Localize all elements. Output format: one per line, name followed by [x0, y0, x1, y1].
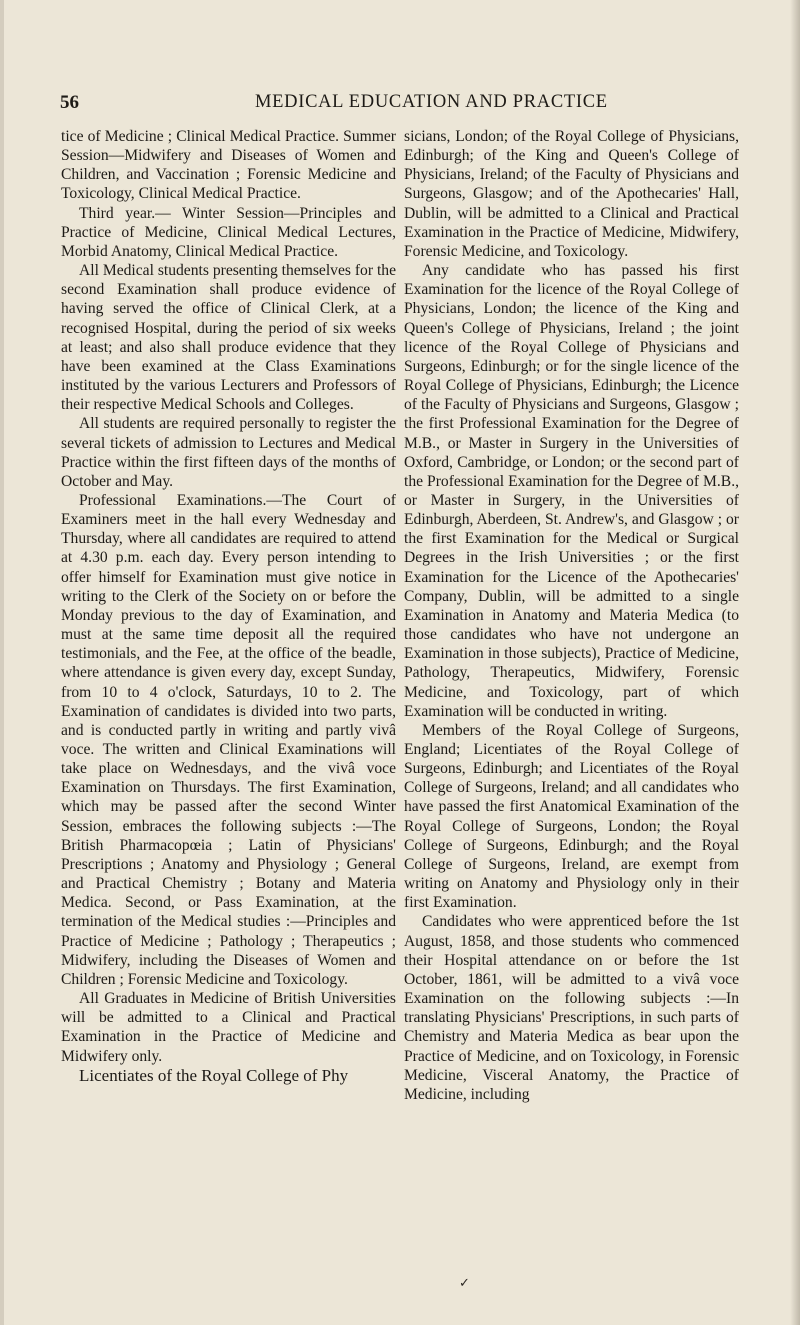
footer-mark: ✓	[459, 1276, 470, 1291]
paragraph: Licentiates of the Royal College of Phy	[79, 1065, 349, 1085]
page-right-edge	[790, 0, 800, 1325]
paragraph: All students are required personally to register the several tickets of admission to Lectures and Medical Practice within the first fifteen days of the months of October and May.	[61, 415, 396, 490]
left-column	[61, 127, 396, 1085]
paragraph: Candidates who were apprenticed before the 1st August, 1858, and those students who commenced their Hospital attendance on or before the 1st October, 1861, will be admitted to a vivâ voce Examination on the following subjects :—In translating Physicians' Prescriptions, in such parts of Chemistry and Materia Medica as bear upon the Practice of Medicine, and on Toxicology, in Forensic Medicine, Visceral Anatomy, the Practice of Medicine, including	[404, 913, 739, 1103]
paragraph: Third year.— Winter Session—Principles and Practice of Medicine, Clinical Medical Lectures, Morbid Anatomy, Clinical Medical Practice.	[61, 204, 396, 260]
page-header	[60, 92, 730, 116]
paragraph: tice of Medicine ; Clinical Medical Practice. Summer Session—Midwifery and Diseases of Women and Children, and Vaccination ; Forensic Medicine and Toxicology, Clinical Medical Practice.	[61, 128, 396, 203]
paragraph: All Graduates in Medicine of British Universities will be admitted to a Clinical and Practical Examination in the Practice of Medicine and Midwifery only.	[61, 990, 396, 1065]
paragraph: Professional Examinations.—The Court of Examiners meet in the hall every Wednesday and Thursday, where all candidates are required to attend at 4.30 p.m. each day. Every person intending to offer himself for Examination must give notice in writing to the Clerk of the Society on or before the Monday previous to the day of Examination, and must at the same time deposit all the required testimonials, and the Fee, at the office of the beadle, where attendance is given every day, except Sunday, from 10 to 4 o'clock, Saturdays, 10 to 2. The Examination of candidates is divided into two parts, and is conducted partly in writing and partly vivâ voce. The written and Clinical Examinations will take place on Wednesdays, and the vivâ voce Examination on Thursdays. The first Examination, which may be passed after the second Winter Session, embraces the following subjects :—The British Pharmacopœia ; Latin of Physicians' Prescriptions ; Anatomy and Physiology ; General and Practical Chemistry ; Botany and Materia Medica. Second, or Pass Examination, at the termination of the Medical studies :—Principles and Practice of Medicine ; Pathology ; Therapeutics ; Midwifery, including the Diseases of Women and Children ; Forensic Medicine and Toxicology.	[61, 491, 396, 988]
page-left-edge	[0, 0, 4, 1325]
running-head: MEDICAL EDUCATION AND PRACTICE	[255, 92, 608, 112]
paragraph: Any candidate who has passed his first Examination for the licence of the Royal College of Physicians, London; the licence of the King and Queen's College of Physicians, Ireland ; the joint licence of the Royal College of Physicians and Surgeons, Edinburgh; or for the single licence of the Royal College of Physicians, Edinburgh; the Licence of the Faculty of Physicians and Surgeons, Glasgow ; the first Professional Examination for the Degree of M.B., or Master in Surgery in the Universities of Oxford, Cambridge, or London; or the second part of the Professional Examination for the Degree of M.B., or Master in Surgery, in the Universities of Edinburgh, Aberdeen, St. Andrew's, and Glasgow ; or the first Examination for the Medical or Surgical Degrees in the Irish Universities ; or the first Examination for the Licence of the Apothecaries' Company, Dublin, will be admitted to a single Examination in Anatomy and Materia Medica (to those candidates who have not undergone an Examination in those subjects), Practice of Medicine, Pathology, Therapeutics, Midwifery, Forensic Medicine, and Toxicology, part of which Examination will be conducted in writing.	[404, 262, 739, 720]
page-number: 56	[60, 92, 79, 113]
paragraph: All Medical students presenting themselves for the second Examination shall produce evidence of having served the office of Clinical Clerk, at a recognised Hospital, during the period of six weeks at least; and also shall produce evidence that they have been examined at the Class Examinations instituted by the various Lecturers and Professors of their respective Medical Schools and Colleges.	[61, 262, 396, 414]
paragraph: Members of the Royal College of Surgeons, England; Licentiates of the Royal College of Surgeons, Edinburgh; and Licentiates of the Royal College of Surgeons, Ireland; and all candidates who have passed the first Anatomical Examination of the Royal College of Surgeons, London; the Royal College of Surgeons, Edinburgh; and the Royal College of Surgeons, Ireland, are exempt from writing on Anatomy and Physiology only in their first Examination.	[404, 721, 739, 912]
paragraph: sicians, London; of the Royal College of Physicians, Edinburgh; of the King and Queen's College of Physicians, Ireland; of the Faculty of Physicians and Surgeons, Glasgow; and of the Apothecaries' Hall, Dublin, will be admitted to a Clinical and Practical Examination in the Practice of Medicine, Midwifery, Forensic Medicine, and Toxicology.	[404, 128, 739, 260]
right-column	[404, 127, 739, 1104]
